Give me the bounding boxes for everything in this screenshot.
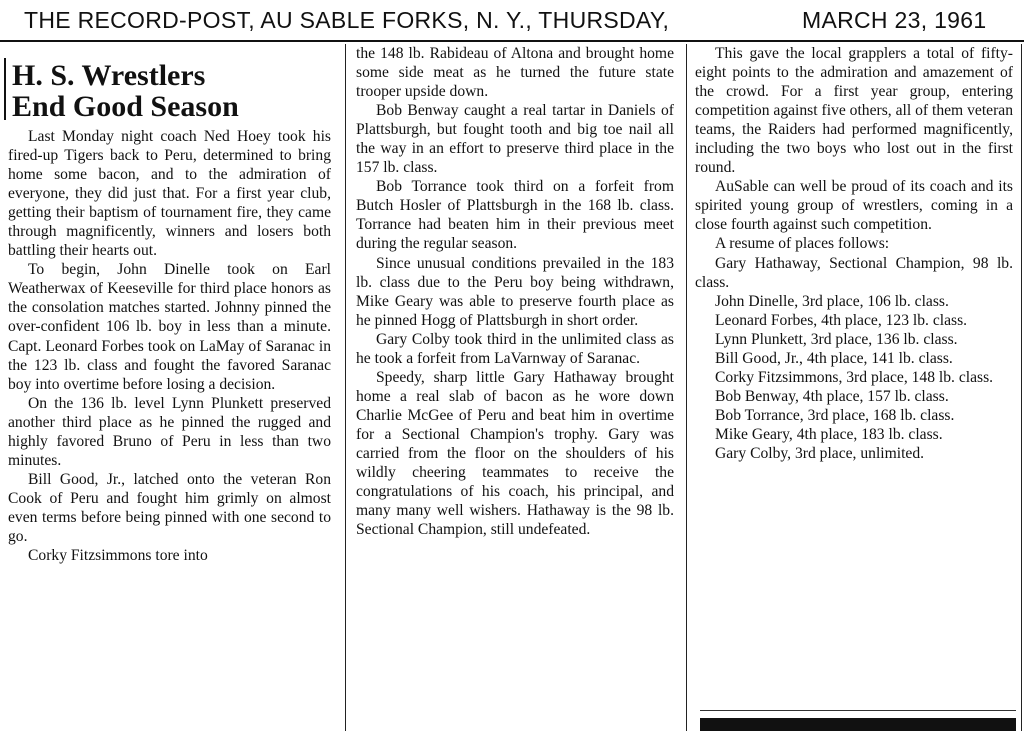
result-item: Bob Benway, 4th place, 157 lb. class. — [715, 387, 949, 405]
results-intro: A resume of places follows: — [715, 235, 890, 253]
paragraph: Since unusual conditions prevailed in the 183 lb. class due to the Peru boy being withdrawn, Mike Geary was able to preserve fourth place as he pinned Hogg of Plattsburgh in short order. — [356, 254, 674, 329]
divider — [700, 710, 1016, 711]
paragraph: Bob Benway caught a real tartar in Daniels of Plattsburgh, but fought tooth and big toe nail all the way in an effort to preserve third place in the 157 lb. class. — [356, 102, 674, 177]
paragraph: Corky Fitzsimmons tore into — [28, 547, 208, 565]
paragraph: Bob Torrance took third on a forfeit from Butch Hosler of Plattsburgh in the 168 lb. class. Torrance had beaten him in their previous meet during the regular season. — [356, 178, 674, 253]
headline-line-1: H. S. Wrestlers — [12, 59, 206, 92]
paragraph: Bill Good, Jr., latched onto the veteran Ron Cook of Peru and fought him grimly on almost even terms before being pinned with one second to go. — [8, 470, 331, 545]
column-rule — [1021, 44, 1022, 731]
article-headline — [12, 60, 331, 122]
paragraph: On the 136 lb. level Lynn Plunkett preserved another third place as he pinned the rugged and highly favored Bruno of Peru in less than two minutes. — [8, 394, 331, 469]
headline-rule — [4, 58, 6, 120]
masthead-title: THE RECORD-POST, AU SABLE FORKS, N. Y., THURSDAY, — [24, 7, 670, 33]
masthead — [0, 0, 1024, 42]
paragraph: To begin, John Dinelle took on Earl Weatherwax of Keeseville for third place honors as the consolation matches started. Johnny pinned the over-confident 106 lb. boy in less than a minute. Capt. Leonard Forbes took on LaMay of Saranac in the 123 lb. class and fought the favored Saranac boy into overtime before losing a decision. — [8, 261, 331, 393]
result-item: Leonard Forbes, 4th place, 123 lb. class. — [715, 311, 968, 329]
result-item: Bob Torrance, 3rd place, 168 lb. class. — [715, 406, 955, 424]
article-column-2 — [356, 44, 674, 731]
paragraph: Last Monday night coach Ned Hoey took his fired-up Tigers back to Peru, determined to bring home some bacon, and to the admiration of everyone, they did just that. For a first year club, getting their baptism of tournament fire, they came through magnificently, winners and losers both battling their hearts out. — [8, 128, 331, 260]
article-column-1 — [8, 44, 331, 731]
headline-line-2: End Good Season — [12, 90, 239, 123]
column-rule — [345, 44, 346, 731]
masthead-date: MARCH 23, 1961 — [802, 7, 987, 33]
result-item: John Dinelle, 3rd place, 106 lb. class. — [715, 292, 949, 310]
result-item: Gary Hathaway, Sectional Champion, 98 lb. class. — [695, 254, 1013, 291]
result-item: Bill Good, Jr., 4th place, 141 lb. class. — [715, 349, 953, 367]
result-item: Lynn Plunkett, 3rd place, 136 lb. class. — [715, 330, 958, 348]
paragraph: AuSable can well be proud of its coach and its spirited young group of wrestlers, coming in a close fourth against such competition. — [695, 178, 1013, 234]
article-column-3 — [695, 44, 1013, 731]
paragraph: Speedy, sharp little Gary Hathaway brought home a real slab of bacon as he wore down Charlie McGee of Peru and beat him in overtime for a Sectional Champion's trophy. Gary was carried from the floor on the shoulders of his wildly cheering teammates to receive the congratulations of his coach, his principal, and many many well wishers. Hathaway is the 98 lb. Sectional Champion, still undefeated. — [356, 368, 674, 539]
result-item: Gary Colby, 3rd place, unlimited. — [715, 444, 925, 462]
result-item: Mike Geary, 4th place, 183 lb. class. — [715, 425, 943, 443]
column-rule — [686, 44, 687, 731]
paragraph: the 148 lb. Rabideau of Altona and brought home some side meat as he turned the future state trooper upside down. — [356, 45, 674, 101]
paragraph: This gave the local grapplers a total of fifty-eight points to the admiration and amazement of the crowd. For a first year group, entering competition against five others, all of them veteran teams, the Raiders had performed magnificently, including the two boys who lost out in the first round. — [695, 45, 1013, 177]
paragraph: Gary Colby took third in the unlimited class as he took a forfeit from LaVarnway of Saranac. — [356, 330, 674, 367]
divider-bar — [700, 718, 1016, 731]
result-item: Corky Fitzsimmons, 3rd place, 148 lb. class. — [715, 368, 994, 386]
